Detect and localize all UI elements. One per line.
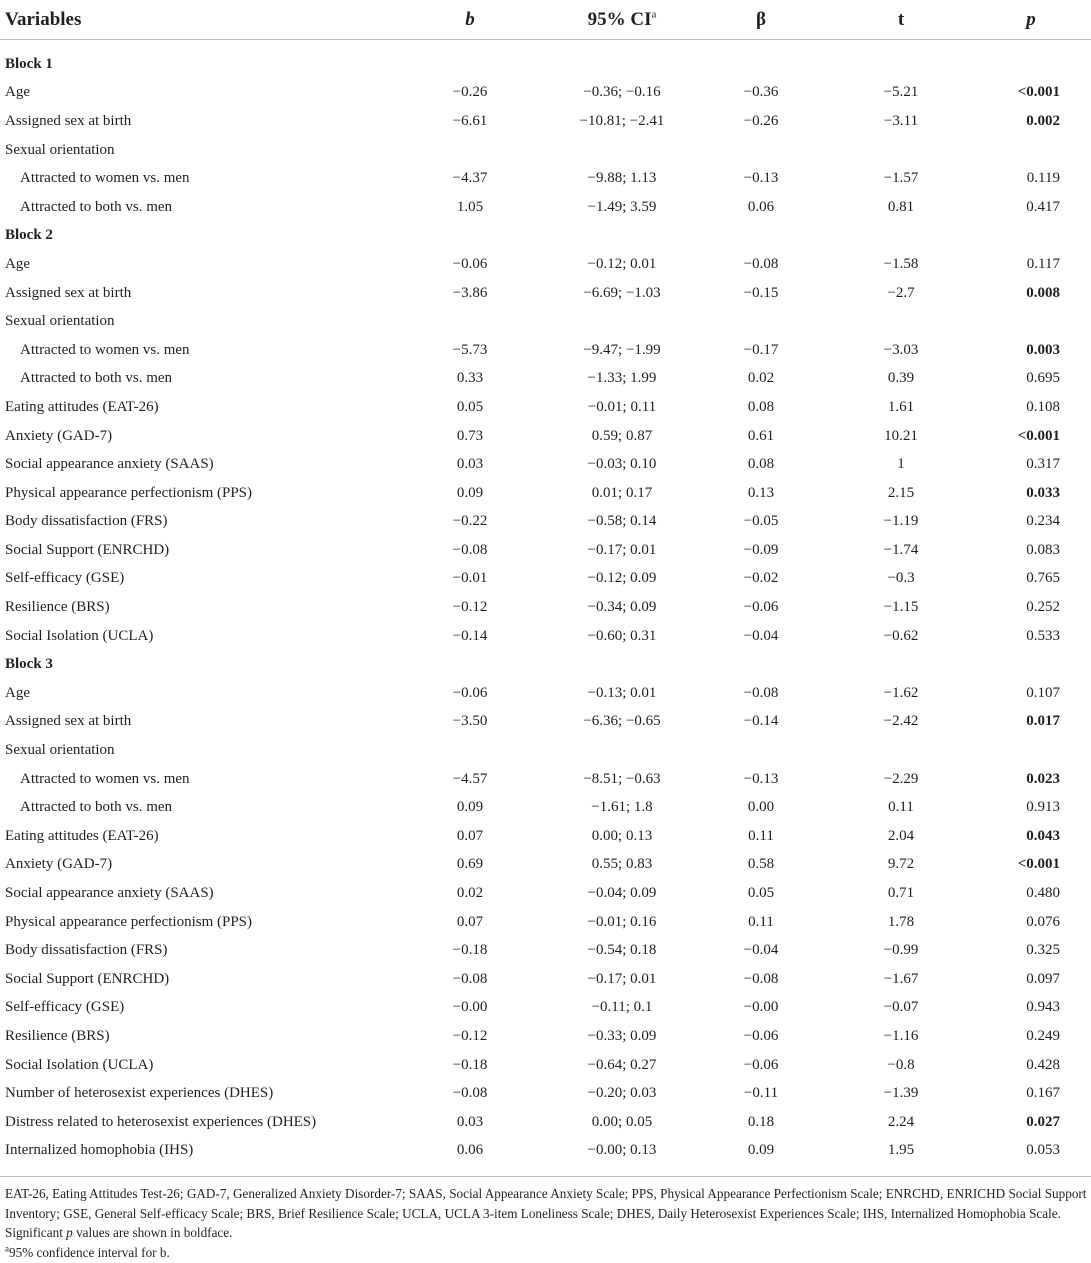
cell-beta: 0.61: [747, 427, 775, 444]
abbreviations-note: [5, 1184, 1089, 1243]
cell-beta: −0.04: [743, 942, 779, 959]
cell-p: 0.943: [1026, 999, 1060, 1016]
cell-t: 0.39: [887, 370, 915, 387]
cell-beta: [691, 307, 831, 336]
cell-b: −0.08: [452, 541, 488, 558]
cell-ci: [553, 50, 691, 79]
cell-p: 0.234: [1026, 513, 1060, 530]
cell-t: 2.24: [887, 1113, 915, 1130]
cell-ci: −9.47; −1.99: [583, 341, 661, 358]
cell-b: 0.06: [456, 1142, 484, 1159]
cell-ci: −0.04; 0.09: [587, 885, 657, 902]
cell-t: [831, 307, 971, 336]
cell-p: [971, 222, 1091, 251]
cell-beta: −0.06: [743, 1027, 779, 1044]
p-italic: p: [66, 1225, 73, 1240]
cell-t: −1.74: [883, 541, 919, 558]
cell-p: <0.001: [1017, 84, 1060, 101]
cell-beta: [691, 136, 831, 165]
cell-t: −0.99: [883, 942, 919, 959]
cell-ci: −0.17; 0.01: [587, 541, 657, 558]
cell-b: 1.05: [456, 198, 484, 215]
cell-p: 0.017: [1026, 713, 1060, 730]
cell-t: −1.19: [883, 513, 919, 530]
table-row: [0, 479, 1091, 508]
cell-beta: −0.08: [743, 970, 779, 987]
ci-note-text: 95% confidence interval for b.: [9, 1244, 170, 1260]
cell-t: 9.72: [887, 856, 915, 873]
cell-p: 0.076: [1026, 913, 1060, 930]
group-header-row: [0, 136, 1091, 165]
cell-t: −0.3: [887, 570, 915, 587]
cell-b: −0.00: [452, 999, 488, 1016]
cell-ci: [553, 222, 691, 251]
cell-beta: −0.02: [743, 570, 779, 587]
variable-label: Social Support (ENRCHD): [5, 541, 170, 558]
group-header-row: [0, 307, 1091, 336]
table-row: [0, 536, 1091, 565]
cell-p: 0.252: [1026, 599, 1060, 616]
cell-ci: −0.64; 0.27: [587, 1056, 657, 1073]
cell-beta: −0.08: [743, 684, 779, 701]
cell-beta: 0.11: [748, 827, 774, 844]
cell-p: 0.097: [1026, 970, 1060, 987]
cell-p: 0.033: [1026, 484, 1060, 501]
cell-ci: −6.69; −1.03: [583, 284, 661, 301]
cell-beta: 0.08: [747, 456, 775, 473]
cell-b: 0.07: [456, 913, 484, 930]
cell-ci: −0.17; 0.01: [587, 970, 657, 987]
variable-label: Social appearance anxiety (SAAS): [5, 885, 214, 902]
cell-t: 2.15: [887, 484, 915, 501]
cell-beta: −0.13: [743, 170, 779, 187]
cell-p: 0.043: [1026, 827, 1060, 844]
table-row: [0, 164, 1091, 193]
cell-t: 1: [897, 456, 905, 473]
cell-beta: −0.04: [743, 627, 779, 644]
cell-beta: −0.11: [743, 1085, 779, 1102]
cell-ci: −0.36; −0.16: [583, 84, 661, 101]
cell-t: −1.57: [883, 170, 919, 187]
cell-b: 0.69: [456, 856, 484, 873]
cell-ci: −0.00; 0.13: [587, 1142, 657, 1159]
variable-label: Assigned sex at birth: [5, 713, 132, 730]
cell-t: 0.71: [887, 885, 915, 902]
cell-ci: 0.55; 0.83: [591, 856, 653, 873]
cell-ci: [553, 736, 691, 765]
variable-label: Attracted to both vs. men: [20, 799, 173, 816]
cell-beta: −0.15: [743, 284, 779, 301]
variable-label: Resilience (BRS): [5, 1027, 110, 1044]
variable-label: Distress related to heterosexist experiences (DHES): [5, 1113, 317, 1130]
cell-beta: [691, 50, 831, 79]
variable-label: Anxiety (GAD-7): [5, 427, 113, 444]
variable-label: Attracted to women vs. men: [20, 170, 190, 187]
cell-ci: [553, 136, 691, 165]
cell-t: −1.39: [883, 1085, 919, 1102]
table-row: [0, 851, 1091, 880]
cell-b: 0.03: [456, 456, 484, 473]
cell-b: −0.18: [452, 942, 488, 959]
cell-t: −2.42: [883, 713, 919, 730]
cell-b: [387, 50, 553, 79]
cell-beta: 0.09: [747, 1142, 775, 1159]
cell-ci: −8.51; −0.63: [583, 770, 661, 787]
table-row: [0, 393, 1091, 422]
variable-label: Eating attitudes (EAT-26): [5, 827, 159, 844]
cell-t: −2.7: [887, 284, 915, 301]
cell-t: −1.62: [883, 684, 919, 701]
cell-p: 0.533: [1026, 627, 1060, 644]
cell-b: −0.08: [452, 970, 488, 987]
cell-t: 1.95: [887, 1142, 915, 1159]
cell-p: 0.027: [1026, 1113, 1060, 1130]
cell-p: 0.325: [1026, 942, 1060, 959]
cell-beta: 0.18: [747, 1113, 775, 1130]
variable-label: Assigned sex at birth: [5, 284, 132, 301]
cell-ci: −0.54; 0.18: [587, 942, 657, 959]
cell-p: 0.913: [1026, 799, 1060, 816]
variable-label: Attracted to women vs. men: [20, 770, 190, 787]
cell-p: 0.167: [1026, 1085, 1060, 1102]
cell-beta: 0.00: [747, 799, 775, 816]
header-p-text: p: [1026, 8, 1036, 30]
cell-beta: 0.05: [747, 885, 775, 902]
header-t: t: [831, 0, 971, 40]
table-header-row: [0, 0, 1091, 40]
cell-b: 0.05: [456, 398, 484, 415]
cell-t: −1.67: [883, 970, 919, 987]
cell-ci: −9.88; 1.13: [587, 170, 657, 187]
cell-beta: 0.13: [747, 484, 775, 501]
cell-ci: 0.00; 0.13: [591, 827, 653, 844]
cell-p: [971, 736, 1091, 765]
table-row: [0, 508, 1091, 537]
cell-ci: −0.11; 0.1: [591, 999, 653, 1016]
header-b-text: b: [465, 8, 475, 30]
variable-label: Assigned sex at birth: [5, 112, 132, 129]
cell-b: 0.09: [456, 484, 484, 501]
variable-label: Attracted to both vs. men: [20, 198, 173, 215]
table-row: [0, 107, 1091, 136]
cell-p: [971, 136, 1091, 165]
header-p: [971, 0, 1091, 40]
variable-label: Self-efficacy (GSE): [5, 570, 125, 587]
header-variables: Variables: [0, 0, 387, 40]
variable-label: Age: [5, 684, 30, 701]
variable-label: Block 2: [5, 227, 53, 244]
cell-beta: 0.11: [748, 913, 774, 930]
cell-t: 10.21: [884, 427, 918, 444]
cell-b: 0.07: [456, 827, 484, 844]
cell-t: −0.62: [883, 627, 919, 644]
header-beta: β: [691, 0, 831, 40]
cell-beta: 0.58: [747, 856, 775, 873]
variable-label: Number of heterosexist experiences (DHES): [5, 1085, 274, 1102]
table-row: [0, 822, 1091, 851]
cell-ci: −1.33; 1.99: [587, 370, 657, 387]
cell-p: 0.083: [1026, 541, 1060, 558]
cell-ci: −0.58; 0.14: [587, 513, 657, 530]
variable-label: Physical appearance perfectionism (PPS): [5, 913, 253, 930]
ci-note: [5, 1243, 1089, 1263]
variable-label: Age: [5, 255, 30, 272]
header-ci-text: 95% CI: [587, 8, 652, 30]
cell-t: −1.58: [883, 255, 919, 272]
cell-ci: [553, 650, 691, 679]
variable-label: Sexual orientation: [5, 141, 115, 158]
variable-label: Block 1: [5, 55, 53, 72]
cell-beta: 0.06: [747, 198, 775, 215]
variable-label: Body dissatisfaction (FRS): [5, 513, 168, 530]
table-row: [0, 908, 1091, 937]
cell-b: −4.57: [452, 770, 488, 787]
variable-label: Sexual orientation: [5, 742, 115, 759]
variable-label: Social Isolation (UCLA): [5, 627, 154, 644]
table-row: [0, 1022, 1091, 1051]
cell-p: 0.023: [1026, 770, 1060, 787]
cell-t: −1.15: [883, 599, 919, 616]
cell-beta: −0.00: [743, 999, 779, 1016]
cell-p: <0.001: [1017, 427, 1060, 444]
cell-p: 0.417: [1026, 198, 1060, 215]
cell-ci: −0.33; 0.09: [587, 1027, 657, 1044]
abbreviations-text-end: values are shown in boldface.: [72, 1225, 233, 1240]
cell-b: −0.26: [452, 84, 488, 101]
cell-p: 0.249: [1026, 1027, 1060, 1044]
table-row: [0, 250, 1091, 279]
table-row: [0, 422, 1091, 451]
cell-p: 0.107: [1026, 684, 1060, 701]
cell-beta: [691, 650, 831, 679]
variable-label: Self-efficacy (GSE): [5, 999, 125, 1016]
cell-b: −4.37: [452, 170, 488, 187]
variable-label: Block 3: [5, 656, 53, 673]
cell-beta: −0.05: [743, 513, 779, 530]
cell-beta: −0.06: [743, 1056, 779, 1073]
cell-ci: 0.00; 0.05: [591, 1113, 653, 1130]
cell-ci: −0.12; 0.09: [587, 570, 657, 587]
cell-beta: −0.06: [743, 599, 779, 616]
ci-note-mark: a: [5, 1243, 9, 1254]
cell-ci: −0.01; 0.11: [587, 398, 657, 415]
variable-label: Age: [5, 84, 30, 101]
cell-t: 2.04: [887, 827, 915, 844]
cell-ci: −1.61; 1.8: [591, 799, 653, 816]
cell-t: 1.61: [887, 398, 915, 415]
table-row: [0, 679, 1091, 708]
variable-label: Physical appearance perfectionism (PPS): [5, 484, 253, 501]
cell-ci: −0.12; 0.01: [587, 255, 657, 272]
table-bottom-rule: [0, 1176, 1091, 1177]
cell-b: [387, 650, 553, 679]
table-row: [0, 79, 1091, 108]
cell-b: 0.03: [456, 1113, 484, 1130]
table-row: [0, 622, 1091, 651]
cell-ci: −0.20; 0.03: [587, 1085, 657, 1102]
header-ci-footnote-mark: a: [651, 8, 657, 21]
cell-t: [831, 736, 971, 765]
cell-t: 0.81: [887, 198, 915, 215]
cell-t: −2.29: [883, 770, 919, 787]
cell-beta: 0.08: [747, 398, 775, 415]
variable-label: Social appearance anxiety (SAAS): [5, 456, 214, 473]
cell-beta: [691, 736, 831, 765]
cell-b: 0.33: [456, 370, 484, 387]
variable-label: Body dissatisfaction (FRS): [5, 942, 168, 959]
cell-ci: −0.60; 0.31: [587, 627, 657, 644]
table-row: [0, 1079, 1091, 1108]
header-b: [387, 0, 553, 40]
table-row: [0, 965, 1091, 994]
cell-b: 0.09: [456, 799, 484, 816]
cell-ci: −1.49; 3.59: [587, 198, 657, 215]
cell-p: 0.003: [1026, 341, 1060, 358]
cell-p: 0.119: [1026, 170, 1060, 187]
variable-label: Anxiety (GAD-7): [5, 856, 113, 873]
variable-label: Eating attitudes (EAT-26): [5, 398, 159, 415]
table-row: [0, 336, 1091, 365]
cell-b: −3.86: [452, 284, 488, 301]
cell-t: 0.11: [888, 799, 914, 816]
block-header-row: [0, 50, 1091, 79]
cell-p: 0.002: [1026, 112, 1060, 129]
cell-t: [831, 650, 971, 679]
cell-p: [971, 307, 1091, 336]
table-row: [0, 765, 1091, 794]
table-row: [0, 193, 1091, 222]
cell-t: −5.21: [883, 84, 919, 101]
table-body: [0, 40, 1091, 1166]
cell-b: [387, 736, 553, 765]
cell-b: −0.08: [452, 1085, 488, 1102]
table-row: [0, 879, 1091, 908]
cell-b: −0.22: [452, 513, 488, 530]
cell-p: 0.117: [1026, 255, 1060, 272]
cell-ci: −0.03; 0.10: [587, 456, 657, 473]
cell-p: 0.428: [1026, 1056, 1060, 1073]
cell-b: −0.14: [452, 627, 488, 644]
variable-label: Attracted to both vs. men: [20, 370, 173, 387]
cell-t: 1.78: [887, 913, 915, 930]
table-row: [0, 793, 1091, 822]
variable-label: Social Isolation (UCLA): [5, 1056, 154, 1073]
cell-b: −0.06: [452, 255, 488, 272]
cell-p: 0.317: [1026, 456, 1060, 473]
cell-t: −0.8: [887, 1056, 915, 1073]
cell-b: −5.73: [452, 341, 488, 358]
block-header-row: [0, 650, 1091, 679]
cell-b: −3.50: [452, 713, 488, 730]
table-row: [0, 365, 1091, 394]
block-header-row: [0, 222, 1091, 251]
cell-ci: 0.01; 0.17: [591, 484, 653, 501]
cell-beta: −0.09: [743, 541, 779, 558]
cell-beta: −0.13: [743, 770, 779, 787]
cell-b: −6.61: [452, 112, 488, 129]
cell-beta: −0.14: [743, 713, 779, 730]
cell-p: <0.001: [1017, 856, 1060, 873]
cell-beta: −0.08: [743, 255, 779, 272]
cell-t: [831, 222, 971, 251]
cell-p: 0.008: [1026, 284, 1060, 301]
cell-b: −0.12: [452, 1027, 488, 1044]
cell-ci: −0.01; 0.16: [587, 913, 657, 930]
cell-beta: −0.36: [743, 84, 779, 101]
cell-beta: −0.17: [743, 341, 779, 358]
cell-p: [971, 650, 1091, 679]
cell-p: 0.108: [1026, 398, 1060, 415]
cell-beta: −0.26: [743, 112, 779, 129]
cell-t: −1.16: [883, 1027, 919, 1044]
cell-p: 0.480: [1026, 885, 1060, 902]
cell-beta: [691, 222, 831, 251]
cell-t: −3.11: [883, 112, 919, 129]
table-row: [0, 279, 1091, 308]
variable-label: Internalized homophobia (IHS): [5, 1142, 194, 1159]
group-header-row: [0, 736, 1091, 765]
cell-b: 0.02: [456, 885, 484, 902]
table-row: [0, 708, 1091, 737]
cell-p: 0.695: [1026, 370, 1060, 387]
cell-ci: −0.34; 0.09: [587, 599, 657, 616]
table-row: [0, 565, 1091, 594]
cell-b: −0.06: [452, 684, 488, 701]
table-row: [0, 1108, 1091, 1137]
cell-b: [387, 307, 553, 336]
variable-label: Sexual orientation: [5, 313, 115, 330]
abbreviations-text: EAT-26, Eating Attitudes Test-26; GAD-7, Generalized Anxiety Disorder-7; SAAS, Social Appearance Anxiety Scale; PPS, Physical Appearance Perfectionism Scale; ENRCHD, ENRICHD Social Support Inventory; GSE, General Self-efficacy Scale; BRS, Brief Resilience Scale; UCLA, UCLA 3-item Loneliness Scale; DHES, Daily Heterosexist Experiences Scale; IHS, Internalized Homophobia Scale. Significant: [5, 1186, 1087, 1240]
variable-label: Social Support (ENRCHD): [5, 970, 170, 987]
cell-t: −0.07: [883, 999, 919, 1016]
cell-beta: 0.02: [747, 370, 775, 387]
table-row: [0, 994, 1091, 1023]
table-row: [0, 1051, 1091, 1080]
table-row: [0, 936, 1091, 965]
cell-ci: −6.36; −0.65: [583, 713, 661, 730]
header-ci: [553, 0, 691, 40]
cell-ci: [553, 307, 691, 336]
table-row: [0, 450, 1091, 479]
table-row: [0, 1137, 1091, 1166]
cell-p: [971, 50, 1091, 79]
table-row: [0, 593, 1091, 622]
variable-label: Resilience (BRS): [5, 599, 110, 616]
cell-t: −3.03: [883, 341, 919, 358]
header-spacer: [0, 40, 1091, 51]
cell-b: −0.18: [452, 1056, 488, 1073]
variable-label: Attracted to women vs. men: [20, 341, 190, 358]
cell-b: −0.01: [452, 570, 488, 587]
cell-b: [387, 136, 553, 165]
cell-b: [387, 222, 553, 251]
cell-ci: −10.81; −2.41: [579, 112, 665, 129]
cell-b: 0.73: [456, 427, 484, 444]
cell-b: −0.12: [452, 599, 488, 616]
cell-ci: −0.13; 0.01: [587, 684, 657, 701]
cell-t: [831, 50, 971, 79]
cell-t: [831, 136, 971, 165]
cell-ci: 0.59; 0.87: [591, 427, 653, 444]
table-footnotes: [5, 1184, 1089, 1262]
cell-p: 0.053: [1026, 1142, 1060, 1159]
cell-p: 0.765: [1026, 570, 1060, 587]
